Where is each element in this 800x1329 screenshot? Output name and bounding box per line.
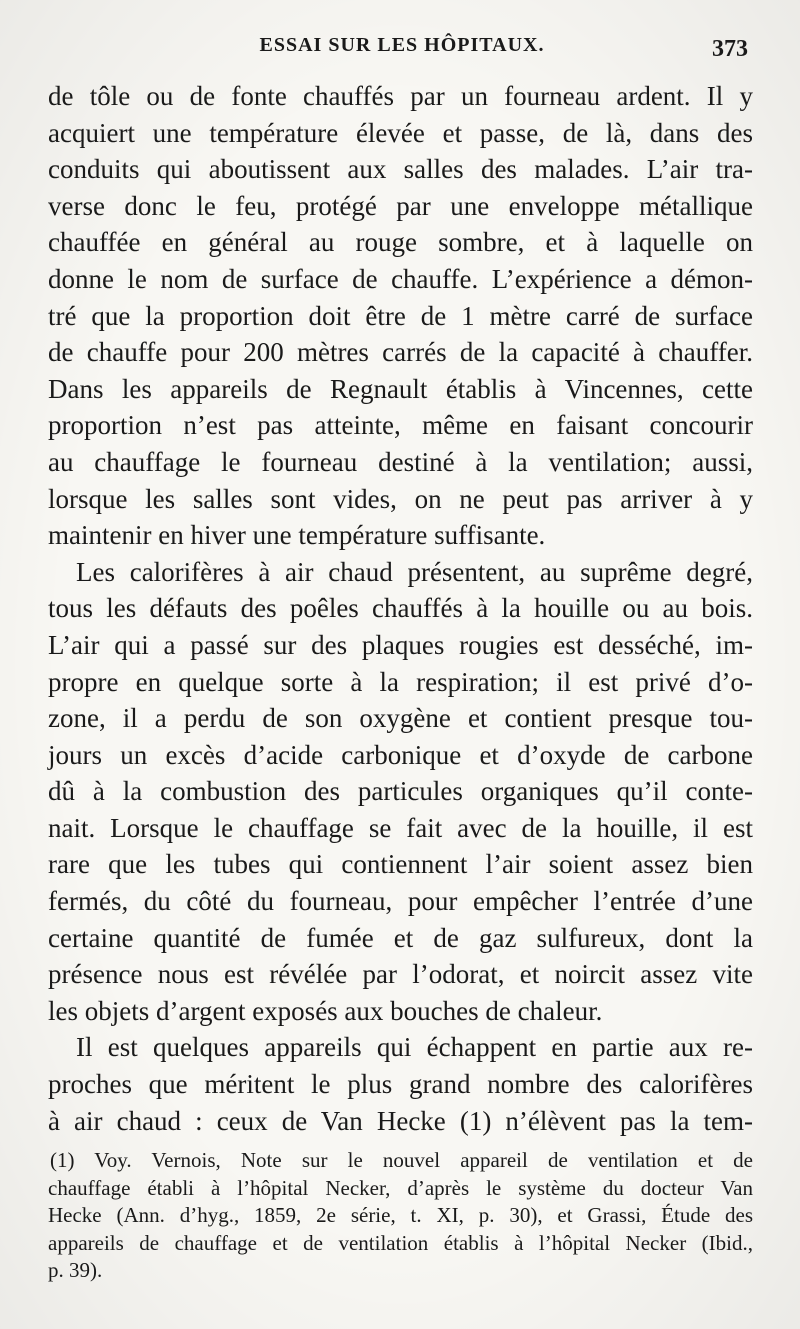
text-line: dû à la combustion des particules organiques qu’il conte- bbox=[48, 776, 753, 807]
page-number: 373 bbox=[712, 36, 748, 62]
footnote-line: Hecke (Ann. d’hyg., 1859, 2e série, t. XI, p. 30), et Grassi, Étude des bbox=[48, 1203, 753, 1227]
text-line: zone, il a perdu de son oxygène et contient presque tou- bbox=[48, 703, 753, 734]
footnote-line: appareils de chauffage et de ventilation établis à l’hôpital Necker (Ibid., bbox=[48, 1230, 753, 1255]
text-line: Il est quelques appareils qui échappent en partie aux re- bbox=[76, 1032, 753, 1063]
text-line: verse donc le feu, protégé par une enveloppe métallique bbox=[48, 190, 753, 221]
text-line: proches que méritent le plus grand nombre des calorifères bbox=[48, 1069, 753, 1100]
text-line: L’air qui a passé sur des plaques rougies est desséché, im- bbox=[48, 629, 753, 660]
text-line: Les calorifères à air chaud présentent, au suprême degré, bbox=[76, 556, 753, 587]
text-line: tré que la proportion doit être de 1 mètre carré de surface bbox=[48, 300, 753, 331]
text-line: lorsque les salles sont vides, on ne peut pas arriver à y bbox=[48, 483, 753, 514]
text-line: nait. Lorsque le chauffage se fait avec de la houille, il est bbox=[48, 812, 753, 843]
text-line: rare que les tubes qui contiennent l’air soient assez bien bbox=[48, 849, 753, 880]
text-line: de chauffe pour 200 mètres carrés de la capacité à chauffer. bbox=[48, 337, 753, 368]
text-line: chauffée en général au rouge sombre, et à laquelle on bbox=[48, 227, 753, 258]
text-line: de tôle ou de fonte chauffés par un fourneau ardent. Il y bbox=[48, 81, 753, 111]
running-title: ESSAI SUR LES HÔPITAUX. bbox=[259, 34, 545, 56]
text-line: à air chaud : ceux de Van Hecke (1) n’élèvent pas la tem- bbox=[48, 1105, 753, 1136]
text-line: fermés, du côté du fourneau, pour empêcher l’entrée d’une bbox=[48, 886, 753, 917]
text-line: présence nous est révélée par l’odorat, et noircit assez vite bbox=[48, 959, 753, 990]
text-line: propre en quelque sorte à la respiration; il est privé d’o- bbox=[48, 666, 753, 697]
footnote-line: (1) Voy. Vernois, Note sur le nouvel appareil de ventilation et de bbox=[50, 1148, 753, 1172]
text-line: maintenir en hiver une température suffisante. bbox=[48, 520, 546, 551]
footnote-line: chauffage établi à l’hôpital Necker, d’après le système du docteur Van bbox=[48, 1175, 753, 1200]
text-line: proportion n’est pas atteinte, même en faisant concourir bbox=[48, 410, 753, 441]
text-line: Dans les appareils de Regnault établis à Vincennes, cette bbox=[48, 373, 753, 404]
main-text bbox=[48, 78, 753, 1139]
footnote bbox=[48, 1147, 753, 1285]
page-header bbox=[48, 34, 756, 74]
text-line: au chauffage le fourneau destiné à la ventilation; aussi, bbox=[48, 446, 753, 477]
text-line: jours un excès d’acide carbonique et d’oxyde de carbone bbox=[48, 739, 753, 770]
text-line: tous les défauts des poêles chauffés à la houille ou au bois. bbox=[48, 593, 753, 624]
text-line: certaine quantité de fumée et de gaz sulfureux, dont la bbox=[48, 922, 753, 953]
text-line: acquiert une température élevée et passe, de là, dans des bbox=[48, 117, 753, 148]
text-line: conduits qui aboutissent aux salles des malades. L’air tra- bbox=[48, 154, 753, 185]
text-line: les objets d’argent exposés aux bouches de chaleur. bbox=[48, 995, 603, 1026]
footnote-line: p. 39). bbox=[48, 1258, 103, 1282]
text-line: donne le nom de surface de chauffe. L’expérience a démon- bbox=[48, 263, 753, 294]
